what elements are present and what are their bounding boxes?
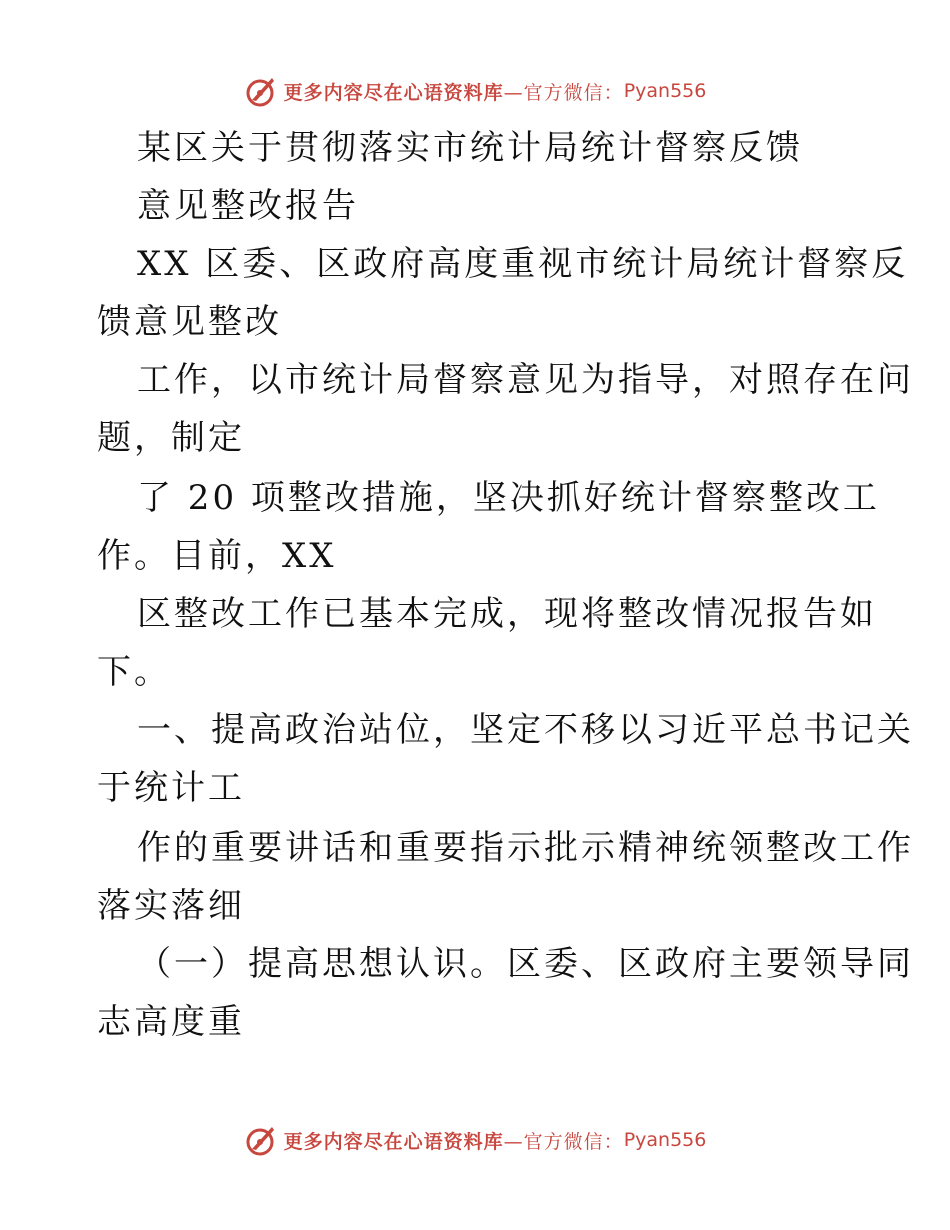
text-line: XX 区委、区政府高度重视市统计局统计督察反: [137, 244, 909, 284]
watermark-separator: —官方微信：: [503, 81, 624, 104]
section-heading-line: 一、提高政治站位，坚定不移以习近平总书记关: [137, 710, 914, 750]
subsection-line: （一）提高思想认识。区委、区政府主要领导同: [137, 944, 914, 984]
watermark-main-text: 更多内容尽在心语资料库: [283, 1130, 504, 1153]
text-line: 题，制定: [97, 418, 245, 458]
watermark-main-text: 更多内容尽在心语资料库: [283, 81, 504, 104]
text-line: 馈意见整改: [97, 302, 282, 342]
text-line: 作。目前，XX: [97, 536, 337, 576]
watermark-wechat-id: Pyan556: [623, 1129, 707, 1151]
watermark-separator: —官方微信：: [503, 1130, 624, 1153]
text-line: 志高度重: [97, 1002, 245, 1042]
footer-watermark: [0, 1120, 950, 1160]
title-line-1: 某区关于贯彻落实市统计局统计督察反馈: [137, 128, 803, 168]
watermark-wechat-id: Pyan556: [623, 80, 707, 102]
text-line: 工作，以市统计局督察意见为指导，对照存在问: [137, 360, 914, 400]
text-line: 区整改工作已基本完成，现将整改情况报告如: [137, 594, 877, 634]
text-line: 落实落细: [97, 886, 245, 926]
text-line: 下。: [97, 652, 171, 692]
title-line-2: 意见整改报告: [137, 186, 359, 226]
header-watermark: [0, 71, 950, 111]
quill-logo-icon: [244, 1123, 278, 1157]
section-heading-line: 于统计工: [97, 768, 245, 808]
quill-logo-icon: [244, 74, 278, 108]
text-line: 了 20 项整改措施，坚决抓好统计督察整改工: [137, 478, 880, 518]
text-line: 作的重要讲话和重要指示批示精神统领整改工作: [137, 828, 914, 868]
